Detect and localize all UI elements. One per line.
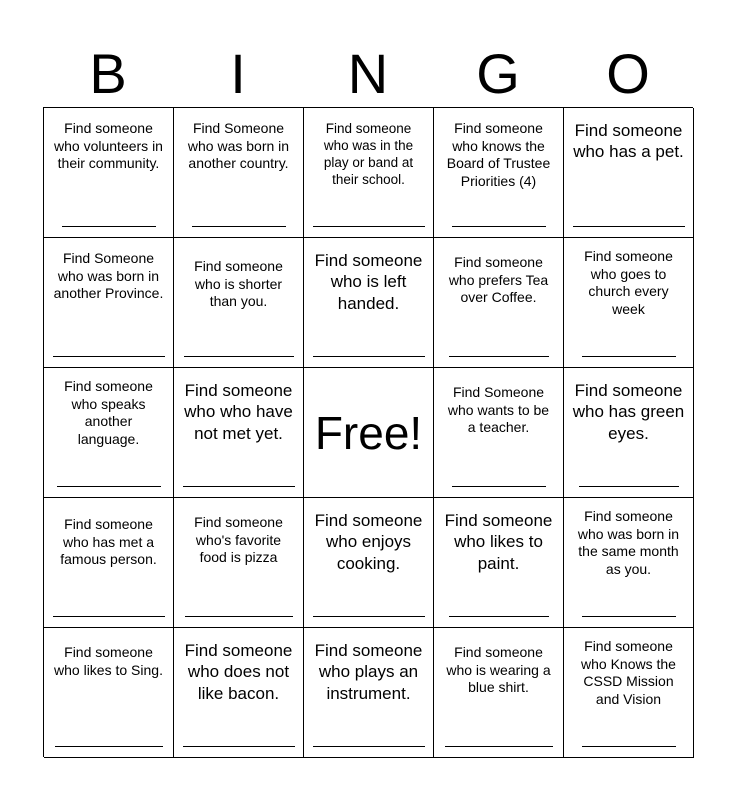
bingo-cell[interactable] [564,628,694,758]
bingo-cell[interactable] [174,238,304,368]
cell-prompt-text: Find someone who knows the Board of Trustee Priorities (4) [446,120,551,189]
signature-line [183,486,295,487]
header-letter-n: N [347,42,389,105]
signature-line [449,616,549,617]
bingo-cell[interactable] [304,238,434,368]
bingo-cell[interactable] [44,628,174,758]
cell-prompt-text: Find someone who likes to paint. [444,511,553,573]
signature-line [313,616,425,617]
bingo-cell[interactable] [434,108,564,238]
header-letter-g: G [476,42,520,105]
bingo-cell[interactable] [44,498,174,628]
signature-line [582,616,676,617]
signature-line [183,746,295,747]
cell-prompt-text: Find someone who volunteers in their community. [54,120,163,171]
header-letter-b: B [89,42,127,105]
signature-line [53,616,165,617]
bingo-cell[interactable] [434,628,564,758]
bingo-cell[interactable] [174,368,304,498]
signature-line [582,356,676,357]
cell-prompt-text: Find Someone who wants to be a teacher. [447,384,550,435]
bingo-cell[interactable] [304,628,434,758]
signature-line [313,356,425,357]
cell-prompt-text: Find someone who Knows the CSSD Mission and Vision [581,638,676,707]
bingo-cell[interactable] [44,368,174,498]
bingo-cell[interactable] [434,498,564,628]
cell-prompt-text: Find someone who likes to Sing. [54,644,163,678]
bingo-cell[interactable] [44,238,174,368]
cell-prompt-text: Find someone who has green eyes. [572,381,685,443]
cell-prompt-text: Find someone who who have not met yet. [184,381,293,443]
signature-line [313,226,425,227]
bingo-cell[interactable] [564,238,694,368]
cell-prompt-text: Find someone who prefers Tea over Coffee. [448,254,549,305]
bingo-cell[interactable] [304,498,434,628]
cell-prompt-text: Find someone who plays an instrument. [314,641,423,703]
free-space-cell[interactable] [304,368,434,498]
bingo-cell[interactable] [564,108,694,238]
signature-line [192,226,286,227]
signature-line [579,486,679,487]
signature-line [452,486,546,487]
cell-prompt-text: Find someone who has met a famous person. [60,516,157,567]
signature-line [55,746,163,747]
cell-prompt-text: Find someone who was in the play or band at their school. [323,121,414,187]
signature-line [445,746,553,747]
cell-prompt-text: Find someone who enjoys cooking. [314,511,423,573]
signature-line [184,356,294,357]
bingo-cell[interactable] [564,368,694,498]
bingo-cell[interactable] [434,238,564,368]
cell-prompt-text: Find Someone who was born in another Province. [53,250,164,301]
bingo-cell[interactable] [174,498,304,628]
cell-prompt-text: Find someone who has a pet. [573,121,684,162]
cell-prompt-text: Find someone who is shorter than you. [194,258,283,309]
bingo-cell[interactable] [174,628,304,758]
signature-line [452,226,546,227]
cell-prompt-text: Find someone who does not like bacon. [184,641,293,703]
cell-prompt-text: Find someone who is left handed. [314,251,423,313]
bingo-cell[interactable] [44,108,174,238]
cell-prompt-text: Find someone who goes to church every week [584,248,673,317]
bingo-cell[interactable] [434,368,564,498]
header-letter-i: I [230,42,246,105]
signature-line [582,746,676,747]
signature-line [62,226,156,227]
signature-line [57,486,161,487]
bingo-cell[interactable] [564,498,694,628]
cell-prompt-text: Find someone who's favorite food is pizza [194,514,283,565]
free-space-label: Free! [314,406,423,459]
header-letter-o: O [606,42,650,105]
cell-prompt-text: Find Someone who was born in another country. [187,120,290,171]
bingo-cell[interactable] [174,108,304,238]
signature-line [313,746,425,747]
cell-prompt-text: Find someone who was born in the same month as you. [577,508,680,577]
signature-line [185,616,293,617]
bingo-grid [43,107,693,757]
cell-prompt-text: Find someone who is wearing a blue shirt. [446,644,551,695]
bingo-cell[interactable] [304,108,434,238]
signature-line [449,356,549,357]
signature-line [53,356,165,357]
bingo-header [43,40,693,108]
signature-line [573,226,685,227]
cell-prompt-text: Find someone who speaks another language. [64,378,153,447]
